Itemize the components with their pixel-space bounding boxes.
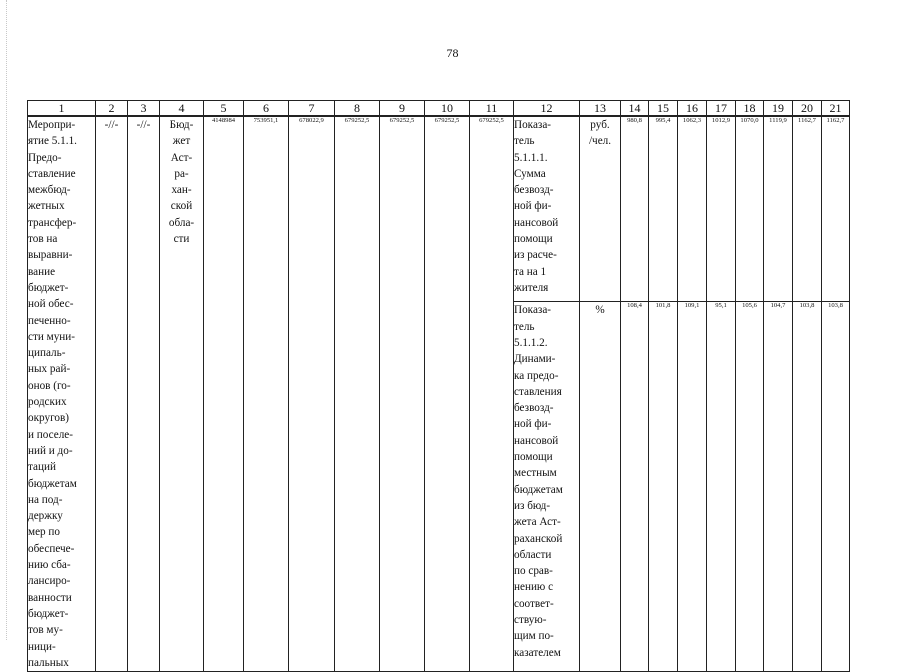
text-line: тель [514, 320, 535, 333]
text-line: трансфер- [28, 216, 77, 229]
text-line: жетных [28, 200, 65, 213]
text-line: ных рай- [28, 363, 71, 376]
text-line: ствую- [514, 614, 547, 627]
text-line: ской [170, 200, 193, 213]
text-line: ка предо- [514, 369, 559, 382]
text-line: мер по [28, 526, 61, 539]
indicator-2-value: 95,1 [707, 302, 736, 672]
indicator-1-value: 1070,0 [736, 116, 764, 302]
text-line: бюджетам [514, 483, 563, 496]
text-line: ра- [174, 167, 189, 180]
text-line: округов) [28, 412, 69, 425]
text-line: лансиро- [28, 575, 71, 588]
text-line: нансовой [514, 434, 559, 447]
text-line: /чел. [588, 135, 612, 148]
measure-cell [28, 116, 96, 672]
text-line: местным [514, 467, 557, 480]
col7-cell: 678022,9 [289, 116, 335, 672]
indicator-1-value: 1119,9 [764, 116, 793, 302]
col11-cell: 679252,5 [470, 116, 514, 672]
text-line: безвозд- [514, 402, 554, 415]
header-cell: 20 [793, 101, 822, 117]
text-line: % [595, 304, 605, 317]
text-line: вание [28, 265, 56, 278]
text-line: ставления [514, 385, 562, 398]
header-cell: 21 [822, 101, 850, 117]
header-cell: 8 [335, 101, 380, 117]
header-cell: 17 [707, 101, 736, 117]
header-row [28, 101, 850, 117]
text-line: безвозд- [514, 184, 554, 197]
header-cell: 16 [678, 101, 707, 117]
text-line: ной фи- [514, 200, 552, 213]
text-line: соответ- [514, 597, 554, 610]
text-line: тель [514, 135, 535, 148]
header-cell: 13 [580, 101, 621, 117]
indicator-2-value: 109,1 [678, 302, 707, 672]
text-line: нию сба- [28, 559, 71, 572]
text-line: межбюд- [28, 184, 71, 197]
text-line: Аст- [170, 151, 193, 164]
text-line: нению с [514, 581, 554, 594]
indicator-1-value: 1162,7 [822, 116, 850, 302]
page-number: 78 [446, 46, 459, 60]
text-line: Показа- [514, 304, 552, 317]
text-line: бюджет- [28, 281, 69, 294]
text-line: по срав- [514, 565, 553, 578]
text-line: Показа- [514, 119, 552, 131]
indicator-1-value: 995,4 [649, 116, 678, 302]
col10-cell: 679252,5 [425, 116, 470, 672]
text-line: казателем [514, 646, 561, 659]
text-line: ставление [28, 167, 76, 180]
indicator-2-value: 103,8 [793, 302, 822, 672]
header-cell: 10 [425, 101, 470, 117]
text-line: ний и до- [28, 444, 73, 457]
header-cell: 9 [380, 101, 425, 117]
text-line: ципаль- [28, 347, 66, 360]
text-line: из бюд- [514, 499, 551, 512]
col6-cell: 753951,1 [244, 116, 289, 672]
text-line: бюджет- [28, 607, 69, 620]
text-line: руб. [590, 119, 610, 131]
text-line: хан- [171, 184, 192, 197]
program-table [27, 100, 850, 672]
text-line: помощи [514, 233, 553, 246]
text-line: обеспече- [28, 542, 75, 555]
text-line: нансовой [514, 216, 559, 229]
col8-cell: 679252,5 [335, 116, 380, 672]
indicator-1-cell [514, 116, 580, 302]
header-cell: 11 [470, 101, 514, 117]
text-line: ной фи- [514, 418, 552, 431]
text-line: ници- [28, 640, 56, 653]
text-line: Бюд- [169, 119, 194, 131]
text-line: печенно- [28, 314, 71, 327]
text-line: обла- [168, 216, 195, 229]
indicator-2-value: 104,7 [764, 302, 793, 672]
header-cell: 7 [289, 101, 335, 117]
header-cell: 1 [28, 101, 96, 117]
text-line: таций [28, 461, 56, 474]
indicator-1-value: 1012,9 [707, 116, 736, 302]
text-line: тов на [28, 233, 58, 246]
text-line: 5.1.1.2. [514, 336, 548, 349]
text-line: раханской [514, 532, 563, 545]
header-cell: 14 [621, 101, 649, 117]
text-line: щим по- [514, 630, 554, 643]
text-line: ятие 5.1.1. [28, 135, 77, 148]
text-line: сти [173, 233, 190, 246]
text-line: области [514, 548, 552, 561]
text-line: сти муни- [28, 330, 76, 343]
text-line: Динами- [514, 353, 556, 366]
header-cell: 12 [514, 101, 580, 117]
table-row [28, 116, 850, 302]
text-line: родских [28, 396, 67, 409]
indicator-1-value: 1162,7 [793, 116, 822, 302]
text-line: на под- [28, 493, 63, 506]
text-line: онов (го- [28, 379, 71, 392]
header-cell: 19 [764, 101, 793, 117]
margin-guide [6, 0, 8, 640]
text-line: 5.1.1.1. [514, 151, 548, 164]
header-cell: 5 [204, 101, 244, 117]
indicator-2-unit-cell [580, 302, 621, 672]
header-cell: 18 [736, 101, 764, 117]
text-line: Предо- [28, 151, 62, 164]
text-line: ной обес- [28, 298, 74, 311]
header-cell: 2 [96, 101, 128, 117]
indicator-2-value: 105,6 [736, 302, 764, 672]
text-line: тов му- [28, 624, 63, 637]
text-line: помощи [514, 451, 553, 464]
indicator-2-cell [514, 302, 580, 672]
indicator-2-value: 101,8 [649, 302, 678, 672]
text-line: та на 1 [514, 265, 547, 278]
col2-cell: -//- [96, 116, 128, 672]
header-cell: 4 [160, 101, 204, 117]
text-line: жителя [514, 281, 549, 294]
indicator-1-value: 1062,3 [678, 116, 707, 302]
indicator-2-value: 108,4 [621, 302, 649, 672]
text-line: из расче- [514, 249, 557, 262]
text-line: Сумма [514, 167, 546, 180]
text-line: жет [172, 135, 191, 148]
text-line: держку [28, 510, 63, 523]
text-line: ванности [28, 591, 72, 604]
col9-cell: 679252,5 [380, 116, 425, 672]
text-line: пальных [28, 656, 69, 669]
header-cell: 15 [649, 101, 678, 117]
col3-cell: -//- [128, 116, 160, 672]
header-cell: 3 [128, 101, 160, 117]
text-line: выравни- [28, 249, 73, 262]
header-cell: 6 [244, 101, 289, 117]
col5-cell: 4148984 [204, 116, 244, 672]
budget-source-cell [160, 116, 204, 672]
indicator-1-value: 980,8 [621, 116, 649, 302]
indicator-1-unit-cell [580, 116, 621, 302]
text-line: бюджетам [28, 477, 77, 490]
indicator-2-value: 103,8 [822, 302, 850, 672]
text-line: и поселе- [28, 428, 73, 441]
text-line: Меропри- [28, 119, 76, 131]
text-line: жета Аст- [514, 516, 561, 529]
